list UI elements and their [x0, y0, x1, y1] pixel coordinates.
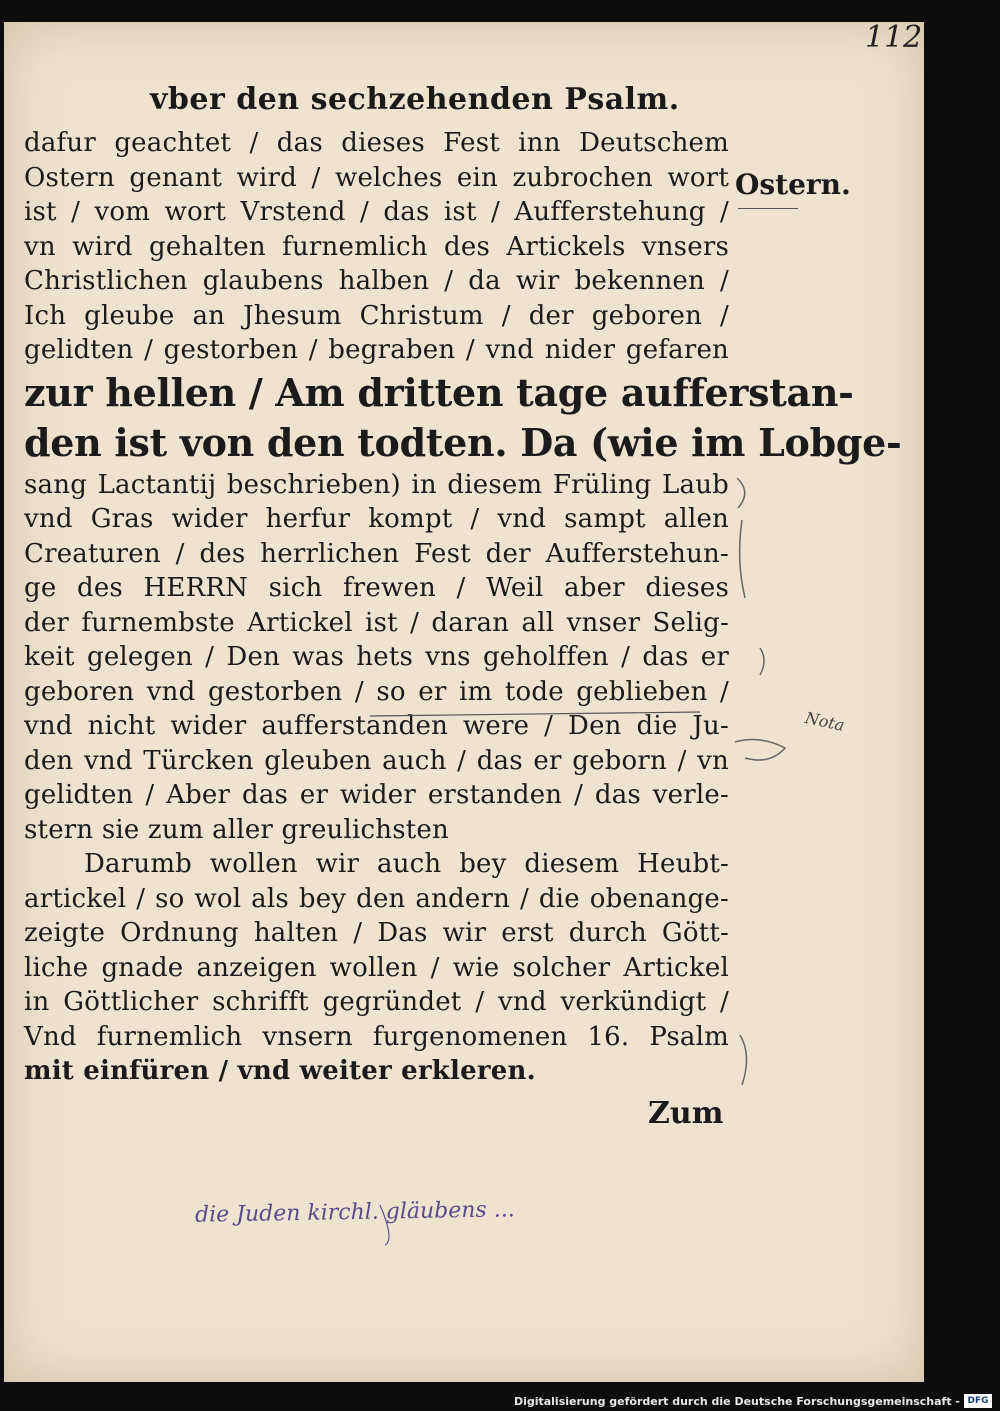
- bracket-mark-4: [740, 1035, 747, 1085]
- handwriting-flourish: [380, 1205, 389, 1245]
- catchword: Zum: [648, 1096, 724, 1131]
- text-line: Creaturen / des herrlichen Fest der Aufferstehun-: [24, 538, 729, 569]
- text-line: gelidten / gestorben / begraben / vnd nider gefaren: [24, 335, 729, 365]
- text-line: Vnd furnemlich vnsern furgenomenen 16. Psalm: [24, 1021, 729, 1052]
- text-line: mit einfüren / vnd weiter erkleren.: [24, 1056, 536, 1086]
- text-line: liche gnade anzeigen wollen / wie solcher Artickel: [24, 952, 729, 983]
- text-line: ge des HERRN sich frewen / Weil aber dieses: [24, 573, 729, 603]
- text-line: keit gelegen / Den was hets vns geholffen / das er: [24, 642, 729, 672]
- text-line: geboren vnd gestorben / so er im tode geblieben /: [24, 676, 729, 707]
- text-line: artickel / so wol als bey den andern / die obenange-: [24, 883, 729, 914]
- text-line: Ostern genant wird / welches ein zubrochen wort: [24, 162, 729, 193]
- text-line: zur hellen / Am dritten tage aufferstan-: [24, 369, 854, 415]
- bracket-mark-1: [737, 478, 745, 508]
- handwritten-margin-note: Nota: [803, 708, 847, 735]
- text-line: Christlichen glaubens halben / da wir bekennen /: [24, 266, 729, 296]
- text-line: Darumb wollen wir auch bey diesem Heubt-: [84, 849, 729, 879]
- arrow-mark: [735, 740, 785, 760]
- text-line: den vnd Türcken gleuben auch / das er geborn / vn: [24, 745, 729, 776]
- text-line: stern sie zum aller greulichsten: [24, 814, 449, 845]
- footer-credit: Digitalisierung gefördert durch die Deutsche Forschungsgemeinschaft -: [513, 1395, 960, 1408]
- text-line: ist / vom wort Vrstend / das ist / Aufferstehung /: [24, 197, 729, 227]
- text-line: vn wird gehalten furnemlich des Artickels vnsers: [24, 231, 729, 262]
- text-line: vnd Gras wider herfur kompt / vnd sampt allen: [24, 504, 729, 534]
- dfg-logo: DFG: [964, 1394, 992, 1408]
- text-line: sang Lactantij beschrieben) in diesem Früling Laub: [24, 469, 729, 500]
- bracket-mark-2: [740, 520, 745, 598]
- text-line: der furnembste Artickel ist / daran all vnser Selig-: [24, 607, 729, 638]
- text-line: dafur geachtet / das dieses Fest inn Deutschem: [24, 128, 729, 158]
- text-line: zeigte Ordnung halten / Das wir erst durch Gött-: [24, 918, 729, 948]
- text-line: in Göttlicher schrifft gegründet / vnd verkündigt /: [24, 987, 729, 1017]
- text-line: vnd nicht wider aufferstanden were / Den die Ju-: [24, 711, 729, 741]
- text-line: Ich gleube an Jhesum Christum / der geboren /: [24, 300, 729, 331]
- page-number: 112: [865, 20, 923, 55]
- handwritten-bottom-note: die Juden kirchl. gläubens ...: [194, 1197, 515, 1228]
- text-line: gelidten / Aber das er wider erstanden / das verle-: [24, 780, 729, 810]
- running-head: vber den sechzehenden Psalm.: [150, 82, 680, 117]
- underline-mark: [370, 712, 700, 716]
- text-line: den ist von den todten. Da (wie im Lobge-: [24, 419, 902, 465]
- bracket-mark-3: [760, 648, 764, 675]
- marginal-note: Ostern.: [735, 168, 851, 201]
